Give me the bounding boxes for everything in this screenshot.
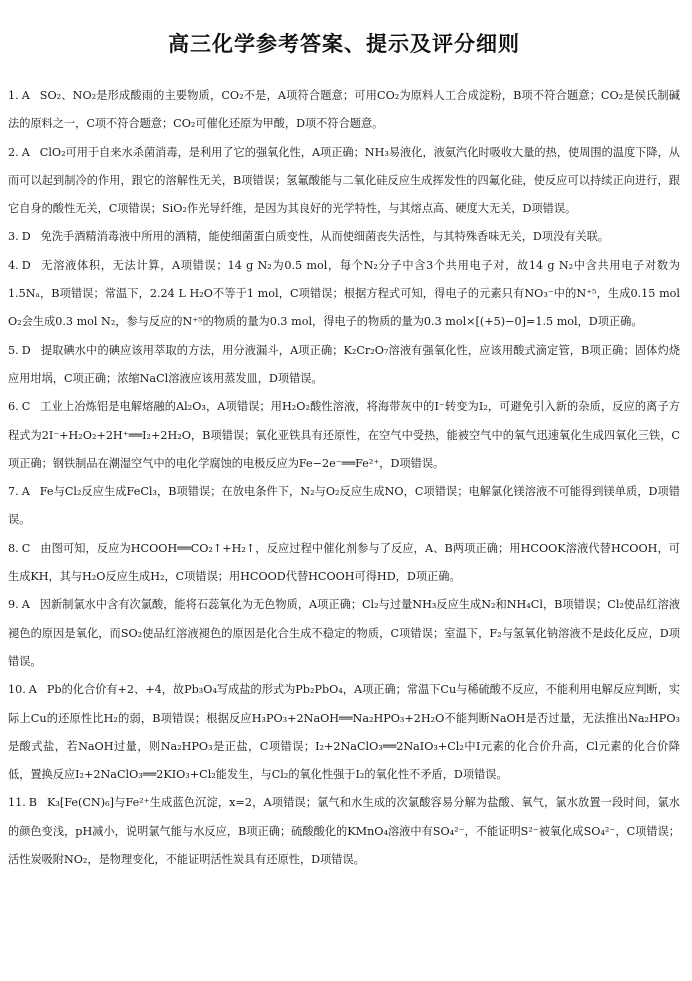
item-explanation: 无溶液体积，无法计算，A项错误；14 g N₂为0.5 mol，每个N₂分子中含3个共用电子对，故14 g N₂中含共用电子对数为1.5Nₐ，B项错误；常温下，2.24 L H₂O不等于1 mol，C项错误；根据方程式可知，得电子的元素只有NO₃⁻中的N⁺⁵，生成0.15 mol O₂会生成0.3 mol N₂，参与反应的N⁺⁵的物质的量为0.3 mol，得电子的物质的量为0.3 mol×[(+5)−0]=1.5 mol，D项正确。: [8, 258, 680, 329]
item-explanation: 由图可知，反应为HCOOH══CO₂↑+H₂↑，反应过程中催化剂参与了反应，A、B两项正确；用HCOOK溶液代替HCOOH，可生成KH，其与H₂O反应生成H₂，C项错误；用HCOOD代替HCOOH可得HD，D项正确。: [8, 541, 680, 584]
item-number: 9.: [8, 598, 19, 612]
answer-item-8: [8, 535, 680, 592]
answer-item-5: [8, 337, 680, 394]
item-explanation: 免洗手酒精消毒液中所用的酒精，能使细菌蛋白质变性，从而使细菌丧失活性，与其特殊香味无关，D项没有关联。: [40, 230, 610, 244]
answer-item-6: [8, 393, 680, 478]
item-answer: D: [21, 343, 31, 357]
answer-item-1: [8, 82, 680, 139]
item-explanation: SO₂、NO₂是形成酸雨的主要物质，CO₂不是，A项符合题意；可用CO₂为原料人工合成淀粉，B项不符合题意；CO₂是侯氏制碱法的原料之一，C项不符合题意；CO₂可催化还原为甲酸，D项不符合题意。: [8, 89, 680, 131]
item-explanation: 工业上冶炼铝是电解熔融的Al₂O₃，A项错误；用H₂O₂酸性溶液，将海带灰中的I⁻转变为I₂，可避免引入新的杂质，反应的离子方程式为2I⁻+H₂O₂+2H⁺══I₂+2H₂O，B项错误；氧化亚铁具有还原性，在空气中受热，能被空气中的氧气迅速氧化生成四氧化三铁，C项正确；钢铁制品在潮湿空气中的电化学腐蚀的电极反应为Fe−2e⁻══Fe²⁺，D项错误。: [8, 400, 680, 470]
answer-item-4: [8, 252, 680, 337]
answer-item-3: [8, 223, 680, 251]
item-answer: A: [21, 89, 30, 102]
answer-item-11: [8, 789, 680, 874]
item-answer: A: [21, 485, 30, 499]
item-number: 2.: [8, 145, 19, 159]
item-answer: A: [21, 145, 30, 159]
item-explanation: K₃[Fe(CN)₆]与Fe²⁺生成蓝色沉淀，x=2，A项错误；氯气和水生成的次氯酸容易分解为盐酸、氧气，氯水放置一段时间，氯水的颜色变浅，pH减小，说明氯气能与水反应，B项正确；硫酸酸化的KMnO₄溶液中有SO₄²⁻，不能证明S²⁻被氧化成SO₄²⁻，C项错误；活性炭吸附NO₂，是物理变化，不能证明活性炭具有还原性，D项错误。: [8, 796, 680, 867]
item-answer: C: [21, 400, 31, 414]
item-number: 3.: [8, 230, 19, 244]
answer-item-10: [8, 676, 680, 789]
item-number: 10.: [8, 683, 26, 697]
page-title: 高三化学参考答案、提示及评分细则: [168, 31, 520, 56]
item-number: 11.: [8, 796, 26, 810]
item-answer: B: [28, 796, 38, 810]
item-explanation: Fe与Cl₂反应生成FeCl₃，B项错误；在放电条件下，N₂与O₂反应生成NO，C项错误；电解氯化镁溶液不可能得到镁单质，D项错误。: [8, 485, 680, 527]
item-number: 6.: [8, 400, 19, 414]
item-number: 1.: [8, 89, 19, 102]
item-explanation: 因新制氯水中含有次氯酸，能将石蕊氧化为无色物质，A项正确；Cl₂与过量NH₃反应生成N₂和NH₄Cl，B项错误；Cl₂使品红溶液褪色的原因是氧化，而SO₂使品红溶液褪色的原因是化合生成不稳定的物质，C项错误；室温下，F₂与氢氧化钠溶液不是歧化反应，D项错误。: [8, 598, 680, 668]
answer-list: [8, 82, 680, 874]
item-answer: D: [21, 230, 31, 244]
item-answer: A: [28, 683, 37, 697]
item-answer: A: [21, 598, 30, 612]
item-number: 7.: [8, 485, 19, 499]
item-explanation: Pb的化合价有+2、+4，故Pb₃O₄写成盐的形式为Pb₂PbO₄，A项正确；常温下Cu与稀硫酸不反应，不能利用电解反应判断，实际上Cu的还原性比H₂的弱，B项错误；根据反应H₃PO₃+2NaOH══Na₂HPO₃+2H₂O不能判断NaOH是否过量，无法推出Na₂HPO₃是酸式盐，若NaOH过量，则Na₂HPO₃是正盐，C项错误；I₂+2NaClO₃══2NaIO₃+Cl₂中I元素的化合价升高，Cl元素的化合价降低，置换反应I₂+2NaClO₃══2KIO₃+Cl₂能发生，与Cl₂的氧化性强于I₂的氧化性不矛盾，D项错误。: [8, 683, 680, 782]
item-explanation: 提取碘水中的碘应该用萃取的方法，用分液漏斗，A项正确；K₂Cr₂O₇溶液有强氧化性，应该用酸式滴定管，B项正确；固体灼烧应用坩埚，C项正确；浓缩NaCl溶液应该用蒸发皿，D项错误。: [8, 343, 680, 385]
answer-item-9: [8, 591, 680, 676]
item-number: 8.: [8, 541, 19, 555]
answer-item-2: [8, 139, 680, 224]
item-answer: D: [21, 258, 31, 272]
item-number: 4.: [8, 258, 19, 272]
item-answer: C: [21, 541, 31, 555]
answer-item-7: [8, 478, 680, 535]
item-number: 5.: [8, 343, 19, 357]
item-explanation: ClO₂可用于自来水杀菌消毒，是利用了它的强氧化性，A项正确；NH₃易液化，液氨汽化时吸收大量的热，使周围的温度下降，从而可以起到制冷的作用，跟它的溶解性无关，B项错误；氢氟酸能与二氧化硅反应生成挥发性的四氟化硅，使反应可以持续正向进行，跟它自身的酸性无关，C项错误；SiO₂作光导纤维，是因为其良好的光学特性，与其熔点高、硬度大无关，D项错误。: [8, 145, 680, 216]
